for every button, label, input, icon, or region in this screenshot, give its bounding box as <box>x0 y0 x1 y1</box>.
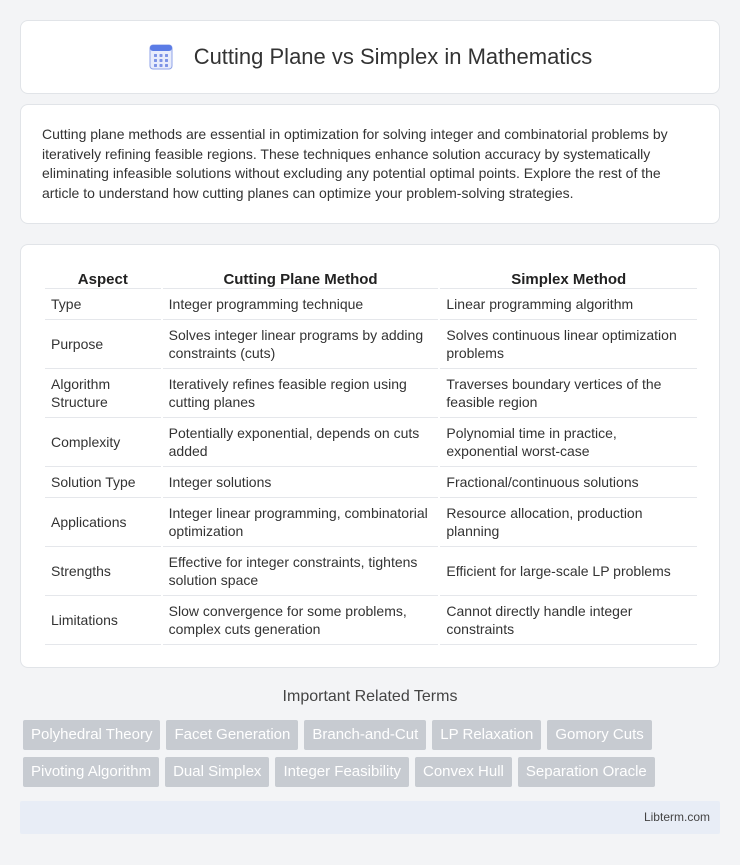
table-row <box>45 289 697 320</box>
cutting-plane-cell: Integer solutions <box>163 467 439 498</box>
term-tag[interactable]: Convex Hull <box>415 757 512 787</box>
aspect-cell: Solution Type <box>45 467 161 498</box>
simplex-cell: Resource allocation, production planning <box>440 498 697 547</box>
aspect-cell: Algorithm Structure <box>45 369 161 418</box>
table-row <box>45 596 697 645</box>
aspect-cell: Limitations <box>45 596 161 645</box>
cutting-plane-cell: Potentially exponential, depends on cuts added <box>163 418 439 467</box>
simplex-cell: Linear programming algorithm <box>440 289 697 320</box>
cutting-plane-cell: Effective for integer constraints, tightens solution space <box>163 547 439 596</box>
table-row <box>45 547 697 596</box>
table-row <box>45 467 697 498</box>
term-tag[interactable]: Integer Feasibility <box>275 757 409 787</box>
aspect-cell: Strengths <box>45 547 161 596</box>
cutting-plane-cell: Solves integer linear programs by adding constraints (cuts) <box>163 320 439 369</box>
cutting-plane-cell: Iteratively refines feasible region using cutting planes <box>163 369 439 418</box>
related-terms-title: Important Related Terms <box>282 688 458 705</box>
related-terms-row-1 <box>23 720 723 750</box>
comparison-card <box>20 244 720 668</box>
footer-site-link[interactable]: Libterm.com <box>643 810 710 824</box>
simplex-cell: Polynomial time in practice, exponential worst-case <box>440 418 697 467</box>
intro-card <box>20 104 720 224</box>
simplex-cell: Cannot directly handle integer constraints <box>440 596 697 645</box>
table-header-row <box>45 267 697 289</box>
table-row <box>45 320 697 369</box>
term-tag[interactable]: Branch-and-Cut <box>304 720 426 750</box>
simplex-cell: Efficient for large-scale LP problems <box>440 547 697 596</box>
header-cutting-plane: Cutting Plane Method <box>163 267 439 289</box>
table-row <box>45 369 697 418</box>
aspect-cell: Complexity <box>45 418 161 467</box>
cutting-plane-cell: Slow convergence for some problems, complex cuts generation <box>163 596 439 645</box>
term-tag[interactable]: Dual Simplex <box>165 757 269 787</box>
intro-text: Cutting plane methods are essential in optimization for solving integer and combinatorial problems by iteratively refining feasible regions. These techniques enhance solution accuracy by systematically eliminating infeasible solutions without excluding any potential optimal points. Explore the rest of the article to understand how cutting planes can optimize your problem-solving strategies. <box>42 126 668 201</box>
header-simplex: Simplex Method <box>440 267 697 289</box>
term-tag[interactable]: Gomory Cuts <box>547 720 651 750</box>
simplex-cell: Traverses boundary vertices of the feasible region <box>440 369 697 418</box>
term-tag[interactable]: Separation Oracle <box>518 757 655 787</box>
term-tag[interactable]: Facet Generation <box>166 720 298 750</box>
cutting-plane-cell: Integer linear programming, combinatorial optimization <box>163 498 439 547</box>
cutting-plane-cell: Integer programming technique <box>163 289 439 320</box>
simplex-cell: Fractional/continuous solutions <box>440 467 697 498</box>
calculator-icon <box>148 44 174 70</box>
comparison-table <box>43 267 699 645</box>
header-aspect: Aspect <box>45 267 161 289</box>
aspect-cell: Purpose <box>45 320 161 369</box>
footer <box>20 801 720 834</box>
simplex-cell: Solves continuous linear optimization problems <box>440 320 697 369</box>
table-row <box>45 498 697 547</box>
term-tag[interactable]: Polyhedral Theory <box>23 720 160 750</box>
title-card <box>20 20 720 94</box>
term-tag[interactable]: LP Relaxation <box>432 720 541 750</box>
page-title: Cutting Plane vs Simplex in Mathematics <box>193 44 593 69</box>
term-tag[interactable]: Pivoting Algorithm <box>23 757 159 787</box>
table-row <box>45 418 697 467</box>
aspect-cell: Applications <box>45 498 161 547</box>
related-terms-row-2 <box>23 757 723 787</box>
aspect-cell: Type <box>45 289 161 320</box>
